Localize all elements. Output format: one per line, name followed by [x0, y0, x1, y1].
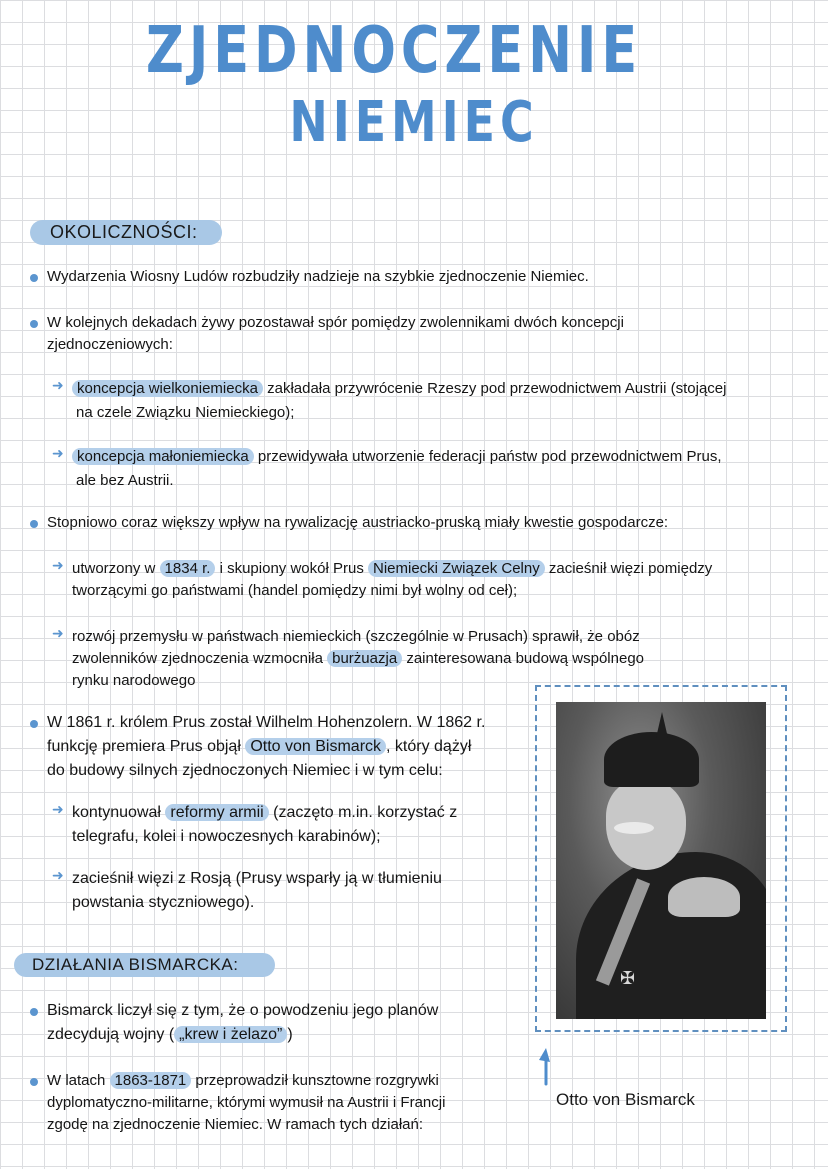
concept-text: przewidywała utworzenie federacji państw pod przewodnictwem Prus, [253, 448, 722, 465]
concept-maloniemiecka-line2: ale bez Austrii. [76, 472, 174, 489]
highlight-reformy-armii: reformy armii [165, 804, 268, 821]
economy-sub1-line1 [72, 558, 712, 580]
text: zacieśnił więzi pomiędzy [544, 560, 713, 577]
bismarck-intro-line1: W 1861 r. królem Prus został Wilhelm Hohenzolern. W 1862 r. [47, 714, 486, 731]
highlight-krew-i-zelazo: „krew i żelazo” [174, 1026, 287, 1043]
economy-sub2-line2 [72, 648, 644, 670]
text: zainteresowana budową wspólnego [402, 650, 645, 667]
bullet-icon [30, 1078, 38, 1086]
bullet-icon [30, 1008, 38, 1016]
text: i skupiony wokół Prus [215, 560, 368, 577]
page-title-line-2: NIEMIEC [289, 90, 539, 155]
economy-sub2-line1: rozwój przemysłu w państwach niemieckich (szczególnie w Prusach) sprawił, że obóz [72, 628, 640, 645]
bismarck-portrait-image [556, 702, 766, 1019]
highlight-zwiazek-celny: Niemiecki Związek Celny [368, 560, 545, 577]
section-heading-dzialania-bismarcka: DZIAŁANIA BISMARCKA: [14, 953, 275, 977]
bismarck-sub1-line2: telegrafu, kolei i nowoczesnych karabinów); [72, 828, 381, 845]
text-spor-line2: zjednoczeniowych: [47, 336, 173, 353]
bismarck-intro-line3: do budowy silnych zjednoczonych Niemiec i w tym celu: [47, 762, 443, 779]
figure-caption: Otto von Bismarck [556, 1090, 695, 1109]
text-gospodarka: Stopniowo coraz większy wpływ na rywalizację austriacko-pruską miały kwestie gospodarcze: [47, 514, 669, 531]
dzialania-item2-line1 [47, 1070, 439, 1092]
highlight-1834: 1834 r. [160, 560, 216, 577]
arrow-up-icon [536, 1046, 556, 1086]
dzialania-item1-line2 [47, 1024, 293, 1046]
economy-sub2-line3: rynku narodowego [72, 672, 196, 689]
text: funkcję premiera Prus objął [47, 738, 246, 755]
text: , który dążył [386, 738, 472, 755]
text: przeprowadził kunsztowne rozgrywki [191, 1072, 439, 1089]
bismarck-sub2-line2: powstania styczniowego). [72, 894, 255, 911]
arrow-right-icon: ➜ [52, 868, 64, 884]
text: utworzony w [72, 560, 160, 577]
bullet-icon [30, 520, 38, 528]
section-heading-okolicznosci: OKOLICZNOŚCI: [30, 220, 222, 245]
dzialania-item1-line1: Bismarck liczył się z tym, że o powodzeniu jego planów [47, 1002, 439, 1019]
text: zdecydują wojny ( [47, 1026, 175, 1043]
highlight-wielkoniemiecka: koncepcja wielkoniemiecka [72, 380, 263, 397]
concept-maloniemiecka [72, 446, 721, 468]
text: W latach [47, 1072, 110, 1089]
concept-wielkoniemiecka-line2: na czele Związku Niemieckiego); [76, 404, 295, 421]
portrait-mustache [614, 822, 654, 834]
concept-wielkoniemiecka [72, 378, 726, 400]
arrow-right-icon: ➜ [52, 558, 64, 574]
economy-sub1-line2: tworzącymi go państwami (handel pomiędzy nimi był wolny od ceł); [72, 582, 518, 599]
dzialania-item2-line3: zgodę na zjednoczenie Niemiec. W ramach tych działań: [47, 1116, 424, 1133]
bismarck-sub2-line1: zacieśnił więzi z Rosją (Prusy wsparły ją w tłumieniu [72, 870, 442, 887]
bullet-icon [30, 320, 38, 328]
portrait-epaulette [668, 877, 740, 917]
bismarck-intro-line2 [47, 736, 471, 758]
bismarck-sub1-line1 [72, 802, 457, 824]
text: kontynuował [72, 804, 166, 821]
highlight-otto-von-bismarck: Otto von Bismarck [245, 738, 386, 755]
bullet-icon [30, 274, 38, 282]
highlight-maloniemiecka: koncepcja małoniemiecka [72, 448, 254, 465]
text: ) [287, 1026, 293, 1043]
portrait-helmet-spike [656, 712, 668, 738]
arrow-right-icon: ➜ [52, 802, 64, 818]
concept-text: zakładała przywrócenie Rzeszy pod przewodnictwem Austrii (stojącej [262, 380, 727, 397]
highlight-1863-1871: 1863-1871 [110, 1072, 192, 1089]
arrow-right-icon: ➜ [52, 626, 64, 642]
bullet-icon [30, 720, 38, 728]
page-title-line-1: ZJEDNOCZENIE [145, 14, 643, 88]
highlight-burzuazja: burżuazja [327, 650, 402, 667]
portrait-helmet [604, 732, 699, 787]
text: zwolenników zjednoczenia wzmocniła [72, 650, 328, 667]
text-wiosna-ludow: Wydarzenia Wiosny Ludów rozbudziły nadzieje na szybkie zjednoczenie Niemiec. [47, 268, 589, 285]
text-spor-line1: W kolejnych dekadach żywy pozostawał spór pomiędzy zwolennikami dwóch koncepcji [47, 314, 624, 331]
dzialania-item2-line2: dyplomatyczno-militarne, którymi wymusił na Austrii i Francji [47, 1094, 446, 1111]
arrow-right-icon: ➜ [52, 446, 64, 462]
text: (zaczęto m.in. korzystać z [268, 804, 458, 821]
iron-cross-icon: ✠ [620, 968, 636, 989]
portrait-body [576, 852, 766, 1019]
arrow-right-icon: ➜ [52, 378, 64, 394]
